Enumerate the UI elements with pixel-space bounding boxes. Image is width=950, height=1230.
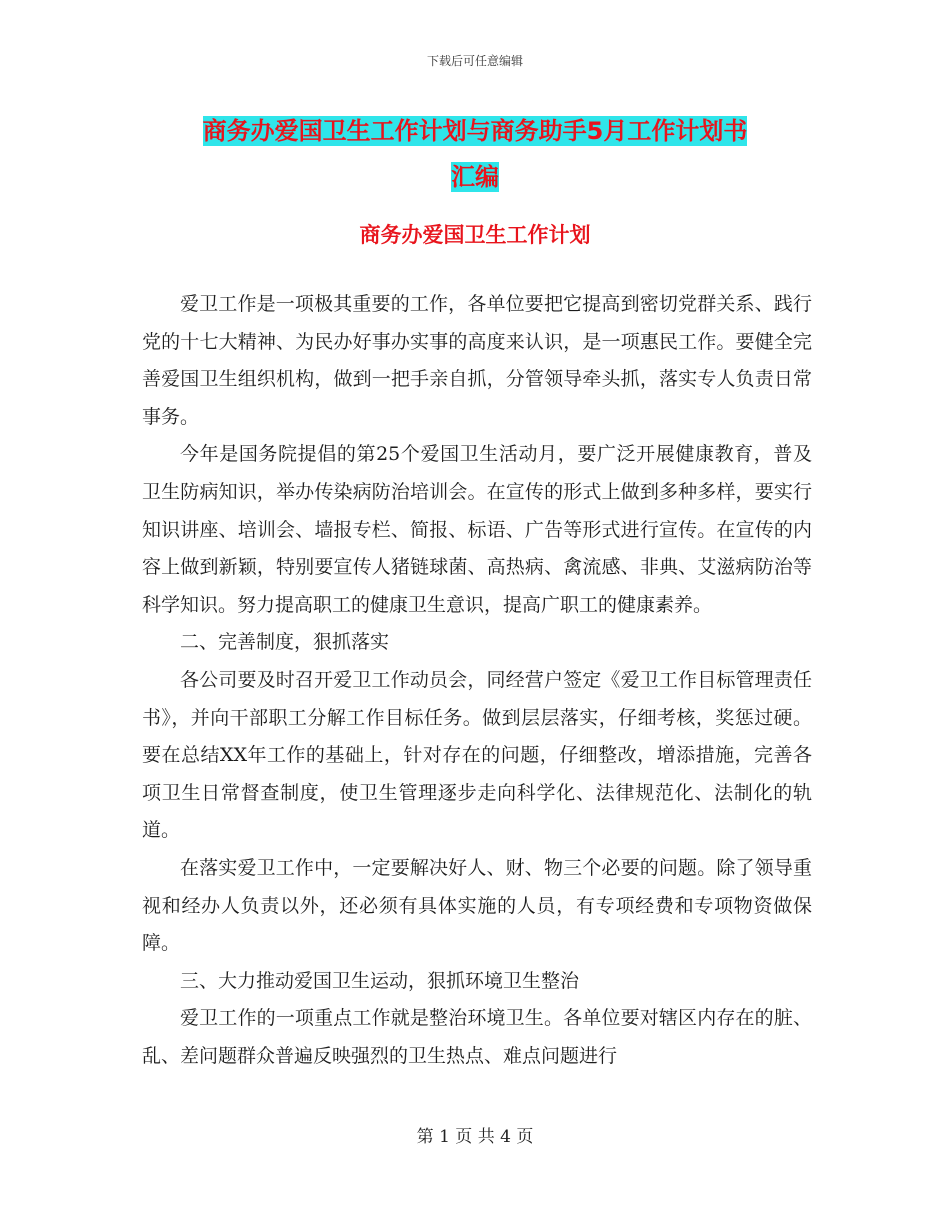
paragraph: 爱卫工作的一项重点工作就是整治环境卫生。各单位要对辖区内存在的脏、乱、差问题群众普遍反映强烈的卫生热点、难点问题进行 — [142, 1007, 812, 1067]
paragraph: 各公司要及时召开爱卫工作动员会，同经营户签定《爱卫工作目标管理责任书》，并向干部职工分解工作目标任务。做到层层落实，仔细考核，奖惩过硬。要在总结XX年工作的基础上，针对存在的问题，仔细整改，增添措施，完善各项卫生日常督查制度，使卫生管理逐步走向科学化、法律规范化、法制化的轨道。 — [142, 668, 812, 842]
paragraph: 今年是国务院提倡的第25个爱国卫生活动月，要广泛开展健康教育，普及卫生防病知识，举办传染病防治培训会。在宣传的形式上做到多种多样，要实行知识讲座、培训会、墙报专栏、简报、标语、广告等形式进行宣传。在宣传的内容上做到新颖，特别要宣传人猪链球菌、高热病、禽流感、非典、艾滋病防治等科学知识。努力提高职工的健康卫生意识，提高广职工的健康素养。 — [142, 443, 812, 616]
section-title: 商务办爱国卫生工作计划 — [359, 223, 591, 247]
document-title-line-1: 商务办爱国卫生工作计划与商务助手5月工作计划书 — [202, 117, 748, 145]
document-body — [142, 286, 812, 1075]
section-heading: 三、大力推动爱国卫生运动，狠抓环境卫生整治 — [180, 969, 580, 992]
paragraph: 在落实爱卫工作中，一定要解决好人、财、物三个必要的问题。除了领导重视和经办人负责以外，还必须有具体实施的人员，有专项经费和专项物资做保障。 — [142, 856, 812, 955]
paragraph: 爱卫工作是一项极其重要的工作，各单位要把它提高到密切党群关系、践行党的十七大精神、为民办好事办实事的高度来认识，是一项惠民工作。要健全完善爱国卫生组织机构，做到一把手亲自抓，分管领导牵头抓，落实专人负责日常事务。 — [142, 293, 812, 428]
page-footer: 第 1 页 共 4 页 — [416, 1127, 534, 1147]
document-title-line-2: 汇编 — [451, 163, 499, 191]
section-heading: 二、完善制度，狠抓落实 — [180, 631, 390, 654]
page-header: 下载后可任意编辑 — [426, 54, 523, 68]
document-title — [140, 108, 810, 200]
